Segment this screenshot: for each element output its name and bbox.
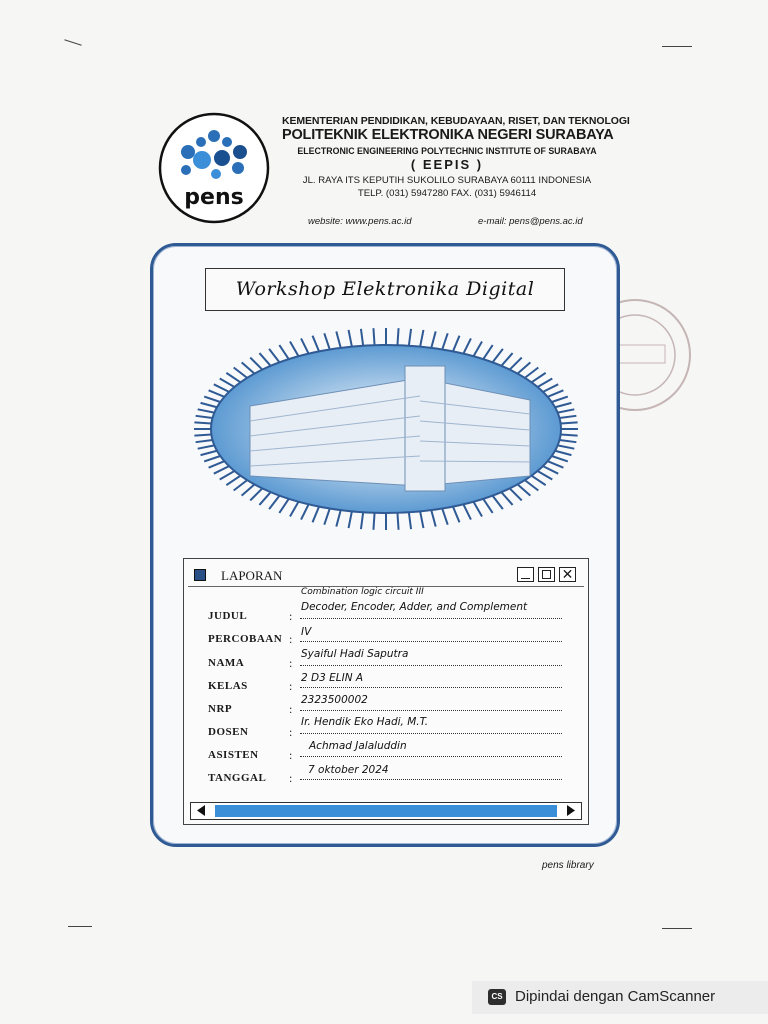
scroll-left-icon[interactable]	[193, 804, 211, 817]
report-window-title: LAPORAN	[221, 568, 283, 583]
cover-title-box	[205, 268, 565, 311]
field-label-kelas: KELAS	[208, 680, 248, 692]
report-window: LAPORAN ✕ Combination logic circuit III JUDUL : Decoder, Encoder, Adder, and Complement PERCOBAAN : IV NAMA : Syaiful Hadi Saputra KELAS : 2 D3 ELIN A NRP : 2323500002 DOSEN : Ir. Hendik Eko Hadi, M.T. ASISTEN : Achmad Jalaluddin TANGGAL : 7 oktober 2024	[183, 558, 589, 825]
field-label-judul: JUDUL	[208, 610, 248, 622]
close-icon[interactable]: ✕	[559, 567, 576, 582]
field-label-tanggal: TANGGAL	[208, 772, 267, 784]
field-line	[300, 756, 562, 757]
field-label-nrp: NRP	[208, 703, 233, 715]
field-line	[300, 665, 562, 666]
horizontal-scrollbar[interactable]	[190, 802, 582, 820]
camscanner-text: Dipindai dengan CamScanner	[515, 988, 716, 1005]
field-value-kelas[interactable]: 2 D3 ELIN A	[301, 672, 364, 684]
institution-address: JL. RAYA ITS KEPUTIH SUKOLILO SURABAYA 60111 INDONESIA	[302, 175, 592, 186]
crop-mark	[64, 39, 81, 46]
field-line	[300, 641, 562, 642]
scroll-right-icon[interactable]	[561, 804, 579, 817]
field-label-nama: NAMA	[208, 657, 245, 669]
crop-mark	[662, 46, 692, 47]
field-value-dosen[interactable]: Ir. Hendik Eko Hadi, M.T.	[301, 716, 429, 728]
field-label-asisten: ASISTEN	[208, 749, 259, 761]
field-line	[300, 733, 562, 734]
field-label-dosen: DOSEN	[208, 726, 249, 738]
field-line	[300, 710, 562, 711]
field-value-tanggal[interactable]: 7 oktober 2024	[308, 764, 389, 776]
building-illustration	[190, 326, 582, 532]
email-link[interactable]: e-mail: pens@pens.ac.id	[478, 216, 583, 227]
library-label: pens library	[542, 860, 594, 871]
institution-name: POLITEKNIK ELEKTRONIKA NEGERI SURABAYA	[282, 127, 614, 143]
crop-mark	[662, 928, 692, 929]
institution-phone: TELP. (031) 5947280 FAX. (031) 5946114	[357, 188, 537, 199]
field-value-percobaan[interactable]: IV	[301, 626, 312, 638]
institution-abbreviation: ( EEPIS )	[410, 157, 484, 172]
field-value-nama[interactable]: Syaiful Hadi Saputra	[301, 648, 409, 660]
report-window-titlebar	[188, 564, 584, 587]
field-line	[300, 618, 562, 619]
camscanner-watermark	[472, 981, 768, 1014]
institution-english-name: ELECTRONIC ENGINEERING POLYTECHNIC INSTITUTE OF SURABAYA	[297, 146, 597, 156]
window-menu-icon[interactable]	[194, 569, 206, 581]
field-value-judul[interactable]: Decoder, Encoder, Adder, and Complement	[301, 601, 528, 613]
maximize-icon[interactable]	[538, 567, 555, 582]
field-line	[300, 779, 562, 780]
camscanner-icon: CS	[488, 989, 506, 1005]
website-link[interactable]: website: www.pens.ac.id	[308, 216, 412, 227]
field-label-percobaan: PERCOBAAN	[208, 633, 283, 645]
field-value-asisten[interactable]: Achmad Jalaluddin	[309, 740, 407, 752]
pens-logo	[158, 112, 270, 224]
ministry-name: KEMENTERIAN PENDIDIKAN, KEBUDAYAAN, RISET, DAN TEKNOLOGI	[282, 115, 630, 127]
scrollbar-thumb[interactable]	[215, 805, 557, 817]
field-line	[300, 687, 562, 688]
logo-text: pens	[184, 185, 244, 210]
judul-value-line1: Combination logic circuit III	[301, 587, 424, 597]
minimize-icon[interactable]	[517, 567, 534, 582]
crop-mark	[68, 926, 92, 927]
cover-title: Workshop Elektronika Digital	[235, 278, 535, 300]
field-value-nrp[interactable]: 2323500002	[301, 694, 368, 706]
